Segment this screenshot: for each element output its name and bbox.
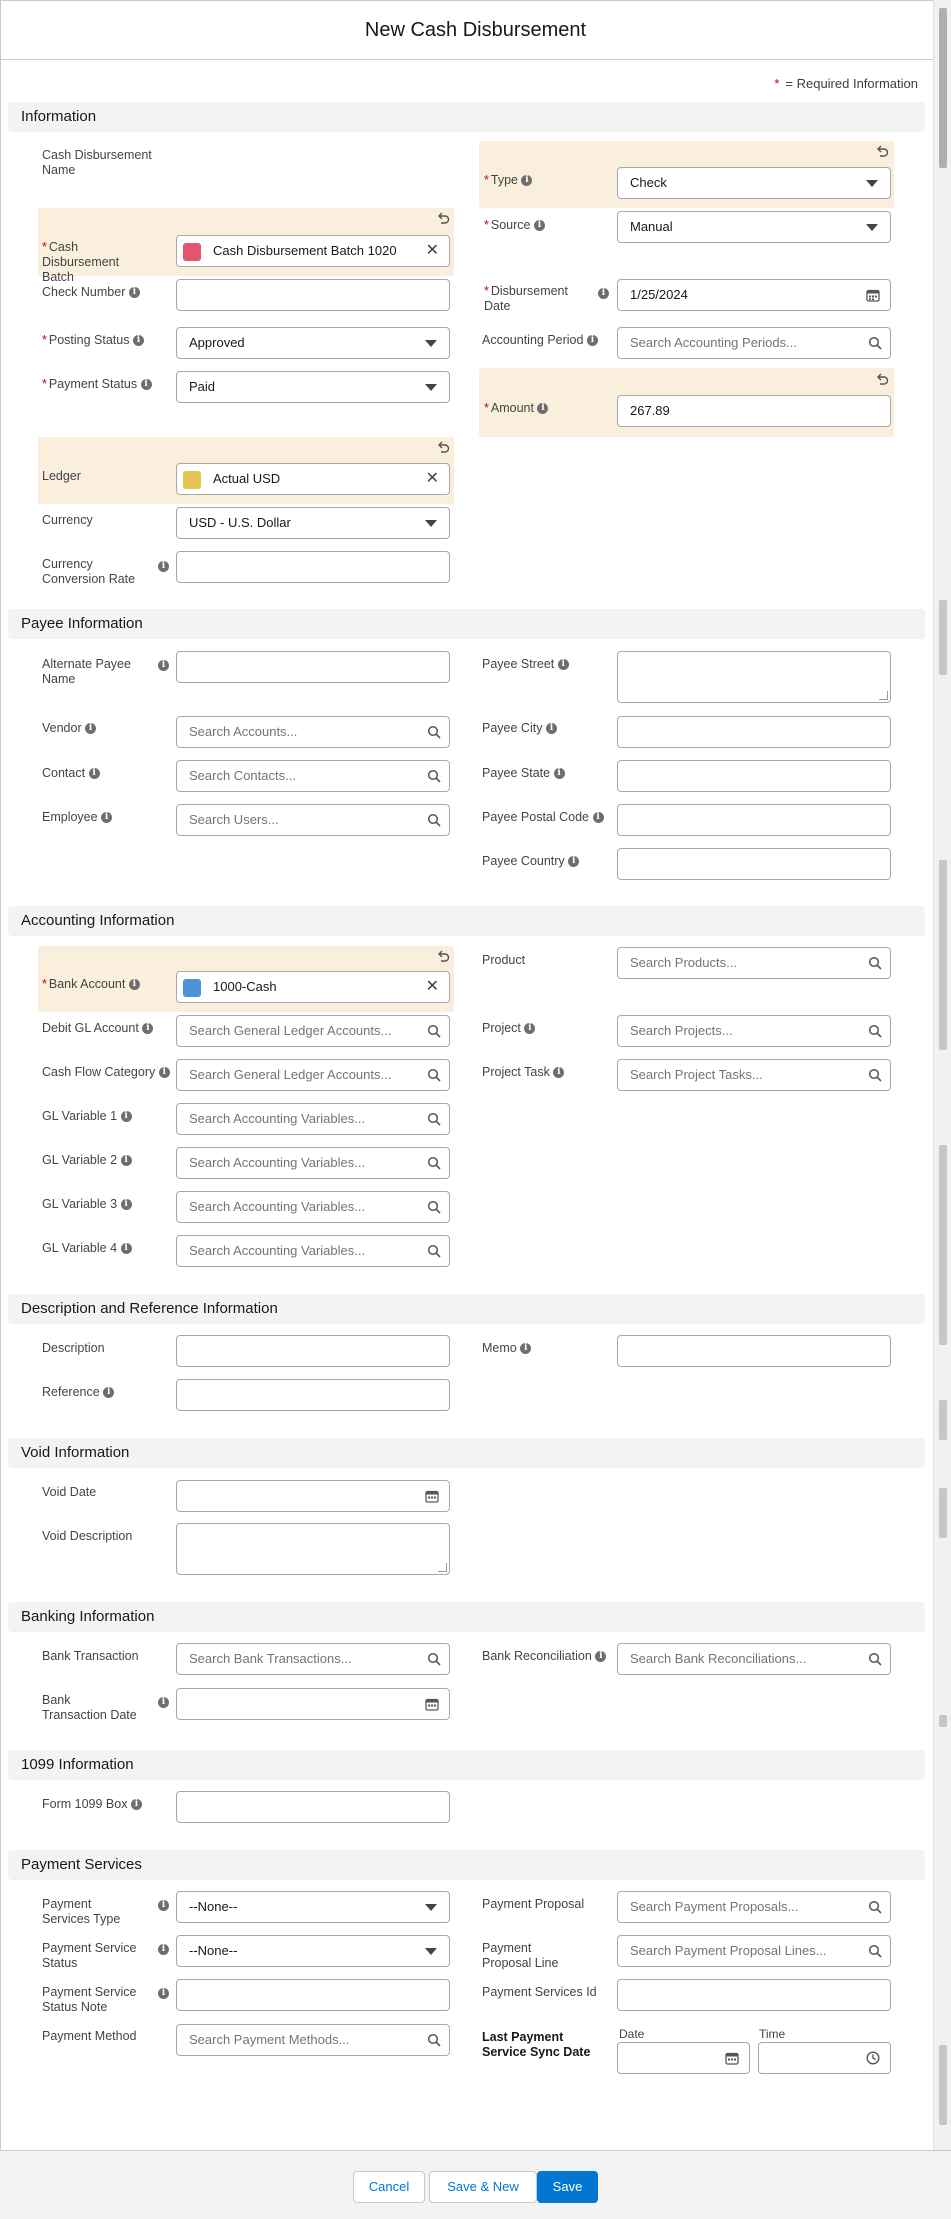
payee-country-label: Payee Country i <box>482 854 579 869</box>
section-title: Void Information <box>21 1444 130 1461</box>
payment-method-label: Payment Method <box>42 2029 137 2043</box>
batch-label: * Cash Disbursement Batch <box>42 240 120 284</box>
scrollbar-marker <box>939 600 947 675</box>
bank-reconciliation-label: Bank Reconciliation i <box>482 1649 606 1664</box>
source-select[interactable]: Manual <box>617 211 891 243</box>
payee-street-label: Payee Street i <box>482 657 569 672</box>
section-payment-services[interactable] <box>8 1850 925 1880</box>
type-select[interactable]: Check <box>617 167 891 199</box>
close-icon[interactable]: ✕ <box>425 242 439 259</box>
reference-label: Reference i <box>42 1385 114 1400</box>
description-input[interactable] <box>176 1335 450 1367</box>
payee-state-input[interactable] <box>617 760 891 792</box>
currency-select[interactable]: USD - U.S. Dollar <box>176 507 450 539</box>
search-icon <box>427 1200 441 1214</box>
payment-method-lookup[interactable]: Search Payment Methods... <box>176 2024 450 2056</box>
save-and-new-button[interactable]: Save & New <box>429 2171 537 2203</box>
clock-icon[interactable] <box>866 2051 880 2065</box>
bank-transaction-label: Bank Transaction <box>42 1649 139 1663</box>
vendor-label: Vendor i <box>42 721 96 736</box>
info-icon: i <box>85 723 96 734</box>
disb-date-input[interactable]: 1/25/2024 <box>617 279 891 311</box>
section-title: 1099 Information <box>21 1756 134 1773</box>
payment-service-status-note-input[interactable] <box>176 1979 450 2011</box>
ledger-lookup[interactable]: Actual USD ✕ <box>176 463 450 495</box>
info-icon: i <box>129 287 140 298</box>
section-banking[interactable] <box>8 1602 925 1632</box>
info-icon: i <box>158 1697 169 1708</box>
cancel-button[interactable]: Cancel <box>353 2171 425 2203</box>
info-icon: i <box>537 403 548 414</box>
required-legend <box>774 76 918 91</box>
accounting-period-lookup[interactable]: Search Accounting Periods... <box>617 327 891 359</box>
form-1099-box-input[interactable] <box>176 1791 450 1823</box>
payment-service-status-select[interactable]: --None-- <box>176 1935 450 1967</box>
info-icon: i <box>520 1343 531 1354</box>
type-label: * Type i <box>484 173 532 188</box>
chevron-down-icon <box>866 224 878 231</box>
payment-proposal-line-lookup[interactable]: Search Payment Proposal Lines... <box>617 1935 891 1967</box>
alternate-payee-input[interactable] <box>176 651 450 683</box>
info-icon: i <box>598 288 609 299</box>
info-icon: i <box>158 1900 169 1911</box>
ledger-icon <box>183 471 201 489</box>
accounting-period-label: Accounting Period i <box>482 333 598 348</box>
info-icon: i <box>158 1988 169 1999</box>
alternate-payee-label: Alternate Payee Name <box>42 657 131 686</box>
last-sync-date-label: Last Payment Service Sync Date <box>482 2030 591 2059</box>
gl-variable-4-label: GL Variable 4 i <box>42 1241 132 1256</box>
debit-gl-lookup[interactable]: Search General Ledger Accounts... <box>176 1015 450 1047</box>
info-icon: i <box>142 1023 153 1034</box>
bank-account-label: * Bank Account i <box>42 977 140 992</box>
info-icon: i <box>554 768 565 779</box>
payment-services-id-label: Payment Services Id <box>482 1985 597 1999</box>
date-sublabel: Date <box>619 2027 645 2041</box>
bank-transaction-date-input[interactable] <box>176 1688 450 1720</box>
info-icon: i <box>595 1651 606 1662</box>
info-icon: i <box>103 1387 114 1398</box>
description-label: Description <box>42 1341 105 1355</box>
form-1099-box-label: Form 1099 Box i <box>42 1797 142 1812</box>
info-icon: i <box>568 856 579 867</box>
payment-service-status-label: Payment Service Status <box>42 1941 137 1970</box>
conversion-rate-label: Currency Conversion Rate <box>42 557 136 586</box>
gl-variable-1-lookup[interactable]: Search Accounting Variables... <box>176 1103 450 1135</box>
search-icon <box>868 956 882 970</box>
undo-icon[interactable] <box>875 373 889 387</box>
search-icon <box>868 1024 882 1038</box>
employee-lookup[interactable]: Search Users... <box>176 804 450 836</box>
info-icon: i <box>521 175 532 186</box>
posting-status-select[interactable]: Approved <box>176 327 450 359</box>
info-icon: i <box>553 1067 564 1078</box>
info-icon: i <box>131 1799 142 1810</box>
search-icon <box>868 1068 882 1082</box>
gl-variable-3-lookup[interactable]: Search Accounting Variables... <box>176 1191 450 1223</box>
payment-proposal-line-label: Payment Proposal Line <box>482 1941 559 1970</box>
payment-status-select[interactable]: Paid <box>176 371 450 403</box>
employee-label: Employee i <box>42 810 112 825</box>
product-lookup[interactable]: Search Products... <box>617 947 891 979</box>
info-icon: i <box>133 335 144 346</box>
gl-variable-4-lookup[interactable]: Search Accounting Variables... <box>176 1235 450 1267</box>
info-icon: i <box>158 660 169 671</box>
payment-services-type-label: Payment Services Type <box>42 1897 121 1926</box>
search-icon <box>427 813 441 827</box>
info-icon: i <box>121 1155 132 1166</box>
calendar-icon[interactable] <box>725 2051 739 2065</box>
payee-city-label: Payee City i <box>482 721 557 736</box>
info-icon: i <box>121 1243 132 1254</box>
payment-status-label: * Payment Status i <box>42 377 152 392</box>
search-icon <box>868 1944 882 1958</box>
project-lookup[interactable]: Search Projects... <box>617 1015 891 1047</box>
payment-proposal-label: Payment Proposal <box>482 1897 585 1911</box>
undo-icon[interactable] <box>436 441 450 455</box>
chevron-down-icon <box>425 384 437 391</box>
check-number-label: Check Number i <box>42 285 140 300</box>
section-title: Payee Information <box>21 615 143 632</box>
batch-lookup[interactable]: Cash Disbursement Batch 1020 ✕ <box>176 235 450 267</box>
info-icon: i <box>158 1944 169 1955</box>
void-date-input[interactable] <box>176 1480 450 1512</box>
info-icon: i <box>159 1067 170 1078</box>
scrollbar-thumb[interactable] <box>939 8 947 168</box>
section-title: Accounting Information <box>21 912 175 929</box>
currency-label: Currency <box>42 513 93 527</box>
search-icon <box>427 1652 441 1666</box>
payment-services-id-input[interactable] <box>617 1979 891 2011</box>
search-icon <box>868 1652 882 1666</box>
save-button[interactable]: Save <box>537 2171 598 2203</box>
gl-variable-3-label: GL Variable 3 i <box>42 1197 132 1212</box>
payee-street-textarea[interactable] <box>617 651 891 703</box>
scrollbar-marker <box>939 1400 947 1440</box>
scrollbar-marker <box>939 1488 947 1538</box>
cash-flow-lookup[interactable]: Search General Ledger Accounts... <box>176 1059 450 1091</box>
section-information[interactable] <box>8 102 925 132</box>
scrollbar-marker <box>939 1715 947 1727</box>
contact-label: Contact i <box>42 766 100 781</box>
section-accounting[interactable] <box>8 906 925 936</box>
info-icon: i <box>101 812 112 823</box>
search-icon <box>427 1068 441 1082</box>
section-title: Information <box>21 108 97 125</box>
search-icon <box>427 725 441 739</box>
chevron-down-icon <box>425 1948 437 1955</box>
ledger-label: Ledger <box>42 469 81 483</box>
chevron-down-icon <box>425 340 437 347</box>
search-icon <box>427 769 441 783</box>
info-icon: i <box>89 768 100 779</box>
calendar-icon[interactable] <box>866 288 880 302</box>
info-icon: i <box>524 1023 535 1034</box>
gl-variable-1-label: GL Variable 1 i <box>42 1109 132 1124</box>
info-icon: i <box>121 1199 132 1210</box>
payee-postal-input[interactable] <box>617 804 891 836</box>
info-icon: i <box>593 812 604 823</box>
debit-gl-label: Debit GL Account i <box>42 1021 153 1036</box>
calendar-icon[interactable] <box>425 1697 439 1711</box>
payee-country-input[interactable] <box>617 848 891 880</box>
contact-lookup[interactable]: Search Contacts... <box>176 760 450 792</box>
section-title: Banking Information <box>21 1608 155 1625</box>
project-label: Project i <box>482 1021 535 1036</box>
name-label: Cash Disbursement Name <box>42 148 152 177</box>
product-label: Product <box>482 953 526 967</box>
info-icon: i <box>158 561 169 572</box>
required-legend-text: = Required Information <box>785 76 918 91</box>
payment-services-type-select[interactable]: --None-- <box>176 1891 450 1923</box>
bank-icon <box>183 979 201 997</box>
gl-variable-2-lookup[interactable]: Search Accounting Variables... <box>176 1147 450 1179</box>
search-icon <box>868 1900 882 1914</box>
modal-footer <box>0 2150 951 2219</box>
scrollbar-marker <box>939 860 947 1050</box>
time-sublabel: Time <box>759 2027 786 2041</box>
payee-state-label: Payee State i <box>482 766 565 781</box>
search-icon <box>427 1112 441 1126</box>
close-icon[interactable]: ✕ <box>425 470 439 487</box>
posting-status-label: * Posting Status i <box>42 333 144 348</box>
bank-reconciliation-lookup[interactable]: Search Bank Reconciliations... <box>617 1643 891 1675</box>
search-icon <box>427 2033 441 2047</box>
bank-transaction-lookup[interactable]: Search Bank Transactions... <box>176 1643 450 1675</box>
memo-label: Memo i <box>482 1341 531 1356</box>
search-icon <box>427 1244 441 1258</box>
last-sync-time-input[interactable] <box>758 2042 891 2074</box>
info-icon: i <box>546 723 557 734</box>
section-description[interactable] <box>8 1294 925 1324</box>
undo-icon[interactable] <box>436 212 450 226</box>
payee-city-input[interactable] <box>617 716 891 748</box>
section-1099[interactable] <box>8 1750 925 1780</box>
modal-header <box>0 0 951 60</box>
search-icon <box>427 1156 441 1170</box>
chevron-down-icon <box>425 1904 437 1911</box>
page-title: New Cash Disbursement <box>364 19 587 41</box>
section-payee[interactable] <box>8 609 925 639</box>
check-number-input[interactable] <box>176 279 450 311</box>
void-date-label: Void Date <box>42 1485 97 1499</box>
source-label: * Source i <box>484 218 545 233</box>
search-icon <box>868 336 882 350</box>
gl-variable-2-label: GL Variable 2 i <box>42 1153 132 1168</box>
search-icon <box>427 1024 441 1038</box>
payee-postal-label: Payee Postal Code i <box>482 810 604 825</box>
vendor-lookup[interactable]: Search Accounts... <box>176 716 450 748</box>
section-title: Description and Reference Information <box>21 1300 278 1317</box>
memo-input[interactable] <box>617 1335 891 1367</box>
payment-proposal-lookup[interactable]: Search Payment Proposals... <box>617 1891 891 1923</box>
chevron-down-icon <box>425 520 437 527</box>
close-icon[interactable]: ✕ <box>425 978 439 995</box>
record-icon <box>183 243 201 261</box>
calendar-icon[interactable] <box>425 1489 439 1503</box>
void-description-label: Void Description <box>42 1529 133 1543</box>
info-icon: i <box>534 220 545 231</box>
info-icon: i <box>558 659 569 670</box>
scrollbar-marker <box>939 2045 947 2125</box>
undo-icon[interactable] <box>436 950 450 964</box>
section-void[interactable] <box>8 1438 925 1468</box>
chevron-down-icon <box>866 180 878 187</box>
scrollbar[interactable] <box>933 0 951 2150</box>
last-sync-date-input[interactable] <box>617 2042 750 2074</box>
amount-label: * Amount i <box>484 401 548 416</box>
undo-icon[interactable] <box>875 145 889 159</box>
bank-account-lookup[interactable]: 1000-Cash ✕ <box>176 971 450 1003</box>
scrollbar-marker <box>939 1145 947 1345</box>
reference-input[interactable] <box>176 1379 450 1411</box>
conversion-rate-input[interactable] <box>176 551 450 583</box>
payment-service-status-note-label: Payment Service Status Note <box>42 1985 137 2014</box>
info-icon: i <box>129 979 140 990</box>
info-icon: i <box>121 1111 132 1122</box>
info-icon: i <box>587 335 598 346</box>
void-description-textarea[interactable] <box>176 1523 450 1575</box>
project-task-lookup[interactable]: Search Project Tasks... <box>617 1059 891 1091</box>
info-icon: i <box>141 379 152 390</box>
required-star: * <box>774 76 780 91</box>
amount-input[interactable]: 267.89 <box>617 395 891 427</box>
cash-flow-label: Cash Flow Category i <box>42 1065 170 1080</box>
section-title: Payment Services <box>21 1856 142 1873</box>
bank-transaction-date-label: Bank Transaction Date <box>42 1693 137 1722</box>
project-task-label: Project Task i <box>482 1065 564 1080</box>
disb-date-label: * Disbursement Date <box>484 284 568 313</box>
